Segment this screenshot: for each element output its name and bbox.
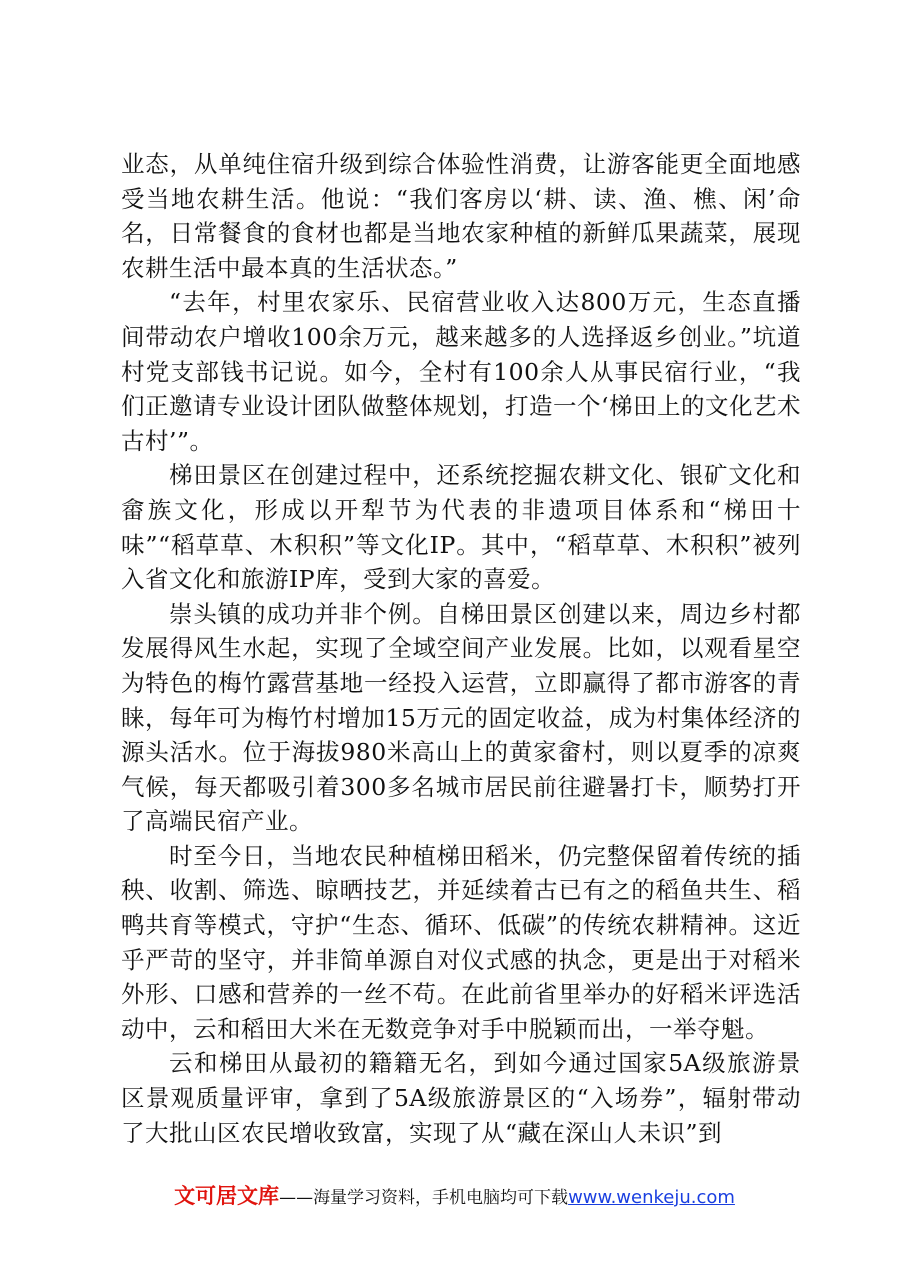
paragraph-6: 云和梯田从最初的籍籍无名，到如今通过国家5A级旅游景区景观质量评审，拿到了5A级旅游景区的“入场券”，辐射带动了大批山区农民增收致富，实现了从“藏在深山人未识”到 xyxy=(121,1049,801,1147)
footer-tagline: ——海量学习资料，手机电脑均可下载 xyxy=(279,1188,569,1208)
paragraph-4: 崇头镇的成功并非个例。自梯田景区创建以来，周边乡村都发展得风生水起，实现了全域空间产业发展。比如，以观看星空为特色的梅竹露营基地一经投入运营，立即赢得了都市游客的青睐，每年可为梅竹村增加15万元的固定收益，成为村集体经济的源头活水。位于海拔980米高山上的黄家畲村，则以夏季的凉爽气候，每天都吸引着300多名城市居民前往避暑打卡，顺势打开了高端民宿产业。 xyxy=(121,599,801,836)
paragraph-5: 时至今日，当地农民种植梯田稻米，仍完整保留着传统的插秧、收割、筛选、晾晒技艺，并延续着古已有之的稻鱼共生、稻鸭共育等模式，守护“生态、循环、低碳”的传统农耕精神。这近乎严苛的坚守，并非简单源自对仪式感的执念，更是出于对稻米外形、口感和营养的一丝不苟。在此前省里举办的好稻米评选活动中，云和稻田大米在无数竞争对手中脱颖而出，一举夺魁。 xyxy=(121,841,801,1043)
footer-banner xyxy=(0,1180,909,1210)
paragraph-2: “去年，村里农家乐、民宿营业收入达800万元，生态直播间带动农户增收100余万元，越来越多的人选择返乡创业。”坑道村党支部钱书记说。如今，全村有100余人从事民宿行业，“我们正邀请专业设计团队做整体规划，打造一个‘梯田上的文化艺术古村’”。 xyxy=(121,288,801,455)
article-body xyxy=(121,147,801,1150)
website-link[interactable]: www.wenkeju.com xyxy=(568,1187,735,1208)
brand-name: 文可居文库 xyxy=(174,1184,280,1208)
paragraph-1: 业态，从单纯住宿升级到综合体验性消费，让游客能更全面地感受当地农耕生活。他说：“我们客房以‘耕、读、渔、樵、闲’命名，日常餐食的食材也都是当地农家种植的新鲜瓜果蔬菜，展现农耕生活中最本真的生活状态。” xyxy=(121,150,801,282)
paragraph-3: 梯田景区在创建过程中，还系统挖掘农耕文化、银矿文化和畲族文化，形成以开犁节为代表的非遗项目体系和“梯田十味”“稻草草、木积积”等文化IP。其中，“稻草草、木积积”被列入省文化和旅游IP库，受到大家的喜爱。 xyxy=(121,461,801,594)
